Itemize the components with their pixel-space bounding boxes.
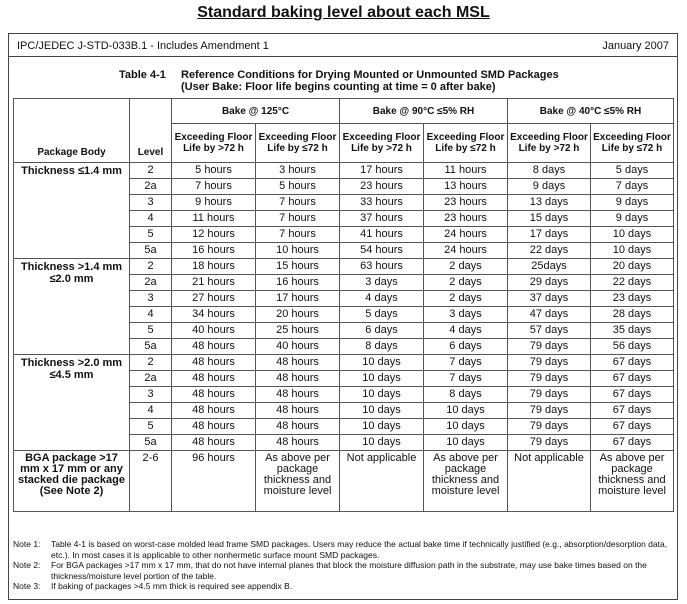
level-cell: 3 xyxy=(130,195,172,211)
header-package-body: Package Body xyxy=(14,99,130,163)
bake-time-cell: 10 days xyxy=(424,403,508,419)
bake-time-cell: 20 hours xyxy=(256,307,340,323)
bake-time-cell: 9 days xyxy=(508,179,591,195)
bake-time-cell: 79 days xyxy=(508,435,591,451)
bake-time-cell: 9 days xyxy=(591,211,674,227)
bake-time-cell: 8 days xyxy=(424,387,508,403)
bake-time-cell: 67 days xyxy=(591,387,674,403)
bake-time-cell: 48 hours xyxy=(256,355,340,371)
bake-time-cell: 48 hours xyxy=(172,371,256,387)
level-cell: 5 xyxy=(130,323,172,339)
bake-time-cell: 17 days xyxy=(508,227,591,243)
package-body-cell: BGA package >17 mm x 17 mm or any stacked die package (See Note 2) xyxy=(14,451,130,512)
document-frame xyxy=(8,33,678,600)
bake-time-cell: 5 days xyxy=(591,163,674,179)
note-3 xyxy=(13,581,673,592)
bake-time-cell: 27 hours xyxy=(172,291,256,307)
header-divider xyxy=(9,56,677,57)
bake-time-cell: 35 days xyxy=(591,323,674,339)
bake-time-cell: 29 days xyxy=(508,275,591,291)
bake-time-cell: 10 days xyxy=(340,403,424,419)
bake-time-cell: 48 hours xyxy=(256,435,340,451)
bake-time-cell: 48 hours xyxy=(256,371,340,387)
bake-time-cell: 7 hours xyxy=(172,179,256,195)
bake-time-cell: 9 days xyxy=(591,195,674,211)
bake-time-cell: 24 hours xyxy=(424,243,508,259)
bake-time-cell: 2 days xyxy=(424,275,508,291)
package-body-cell: Thickness >1.4 mm ≤2.0 mm xyxy=(14,259,130,355)
bake-time-cell: 17 hours xyxy=(340,163,424,179)
bake-time-cell: 25 hours xyxy=(256,323,340,339)
note-label: Note 1: xyxy=(13,539,41,549)
table-caption xyxy=(119,69,559,93)
bake-time-cell: 3 hours xyxy=(256,163,340,179)
bake-time-cell: 48 hours xyxy=(172,419,256,435)
bake-time-cell: 7 days xyxy=(424,371,508,387)
level-cell: 2a xyxy=(130,275,172,291)
bake-time-cell: 40 hours xyxy=(256,339,340,355)
bake-time-cell: 56 days xyxy=(591,339,674,355)
bake-time-cell: 34 hours xyxy=(172,307,256,323)
header-bake-125: Bake @ 125°C xyxy=(172,99,340,124)
bake-time-cell: 48 hours xyxy=(256,403,340,419)
bake-time-cell: 33 hours xyxy=(340,195,424,211)
bake-time-cell: 23 hours xyxy=(424,211,508,227)
bake-time-cell: 5 hours xyxy=(172,163,256,179)
bake-time-cell: 22 days xyxy=(508,243,591,259)
level-cell: 4 xyxy=(130,403,172,419)
bake-time-cell: 11 hours xyxy=(424,163,508,179)
bake-time-cell: 16 hours xyxy=(172,243,256,259)
table-title: Reference Conditions for Drying Mounted or Unmounted SMD Packages xyxy=(181,69,559,81)
bake-time-cell: 13 hours xyxy=(424,179,508,195)
bake-time-cell: 3 days xyxy=(424,307,508,323)
bake-time-cell: 12 hours xyxy=(172,227,256,243)
bake-time-cell: 57 days xyxy=(508,323,591,339)
bake-time-cell: 16 hours xyxy=(256,275,340,291)
bake-time-cell: 10 days xyxy=(340,355,424,371)
page-title: Standard baking level about each MSL xyxy=(197,4,490,21)
notes xyxy=(13,539,673,592)
bake-time-cell: 48 hours xyxy=(256,387,340,403)
bake-time-cell: 28 days xyxy=(591,307,674,323)
bake-time-cell: 13 days xyxy=(508,195,591,211)
bake-time-cell: 47 days xyxy=(508,307,591,323)
bake-time-cell: 23 hours xyxy=(424,195,508,211)
bake-time-cell: 48 hours xyxy=(172,435,256,451)
standard-reference: IPC/JEDEC J-STD-033B.1 - Includes Amendment 1 xyxy=(17,40,269,52)
level-cell: 4 xyxy=(130,307,172,323)
bake-time-cell: 10 days xyxy=(340,419,424,435)
bake-time-cell: 67 days xyxy=(591,419,674,435)
bake-time-cell: 10 days xyxy=(424,435,508,451)
bake-time-cell: 11 hours xyxy=(172,211,256,227)
bake-time-cell: 79 days xyxy=(508,371,591,387)
bake-time-cell: 10 days xyxy=(591,243,674,259)
note-1 xyxy=(13,539,673,560)
bake-time-cell: 25days xyxy=(508,259,591,275)
bake-time-cell: 10 hours xyxy=(256,243,340,259)
bake-time-cell: 8 days xyxy=(340,339,424,355)
package-body-cell: Thickness >2.0 mm ≤4.5 mm xyxy=(14,355,130,451)
bake-time-cell: 48 hours xyxy=(172,387,256,403)
header-bake-90: Bake @ 90°C ≤5% RH xyxy=(340,99,508,124)
bake-time-cell: 67 days xyxy=(591,435,674,451)
bake-time-cell: As above per package thickness and moisture level xyxy=(256,451,340,512)
bake-time-cell: 24 hours xyxy=(424,227,508,243)
level-cell: 5 xyxy=(130,419,172,435)
table-row xyxy=(14,355,674,371)
bake-time-cell: 7 days xyxy=(424,355,508,371)
bake-time-cell: 54 hours xyxy=(340,243,424,259)
header-exceeding-gt72: Exceeding Floor Life by >72 h xyxy=(340,124,424,163)
bake-time-cell: 7 days xyxy=(591,179,674,195)
level-cell: 3 xyxy=(130,387,172,403)
bake-time-cell: 23 days xyxy=(591,291,674,307)
bake-time-cell: 10 days xyxy=(340,387,424,403)
bake-time-cell: 2 days xyxy=(424,291,508,307)
bake-time-cell: 67 days xyxy=(591,355,674,371)
bake-time-cell: 10 days xyxy=(424,419,508,435)
level-cell: 2 xyxy=(130,163,172,179)
level-cell: 2 xyxy=(130,259,172,275)
level-cell: 2a xyxy=(130,371,172,387)
bake-time-cell: 4 days xyxy=(340,291,424,307)
bake-time-cell: 4 days xyxy=(424,323,508,339)
bake-time-cell: Not applicable xyxy=(340,451,424,512)
level-cell: 5a xyxy=(130,339,172,355)
bake-time-cell: 7 hours xyxy=(256,195,340,211)
bake-time-cell: 15 days xyxy=(508,211,591,227)
header-exceeding-gt72: Exceeding Floor Life by >72 h xyxy=(172,124,256,163)
bake-time-cell: 96 hours xyxy=(172,451,256,512)
header-level: Level xyxy=(130,99,172,163)
bake-time-cell: 17 hours xyxy=(256,291,340,307)
bake-time-cell: 67 days xyxy=(591,403,674,419)
header-bake-40: Bake @ 40°C ≤5% RH xyxy=(508,99,674,124)
bake-time-cell: 40 hours xyxy=(172,323,256,339)
bake-time-cell: 37 days xyxy=(508,291,591,307)
level-cell: 2a xyxy=(130,179,172,195)
bake-time-cell: 5 hours xyxy=(256,179,340,195)
bake-time-cell: 15 hours xyxy=(256,259,340,275)
bake-time-cell: 20 days xyxy=(591,259,674,275)
bake-time-cell: 79 days xyxy=(508,387,591,403)
note-text: If baking of packages >4.5 mm thick is required see appendix B. xyxy=(51,581,293,591)
table-body xyxy=(14,163,674,512)
baking-table xyxy=(13,98,674,512)
note-text: For BGA packages >17 mm x 17 mm, that do not have internal planes that block the moisture diffusion path in the substrate, may use bake times based on the thickness/moisture level portion of the table. xyxy=(51,560,647,581)
table-row xyxy=(14,163,674,179)
note-2 xyxy=(13,560,673,581)
note-label: Note 2: xyxy=(13,560,41,570)
bake-time-cell: 10 days xyxy=(340,435,424,451)
bake-time-cell: 7 hours xyxy=(256,211,340,227)
header-exceeding-le72: Exceeding Floor Life by ≤72 h xyxy=(591,124,674,163)
bake-time-cell: 7 hours xyxy=(256,227,340,243)
bake-time-cell: 2 days xyxy=(424,259,508,275)
bake-time-cell: 48 hours xyxy=(172,339,256,355)
bake-time-cell: 79 days xyxy=(508,403,591,419)
bake-time-cell: 67 days xyxy=(591,371,674,387)
level-cell: 2-6 xyxy=(130,451,172,512)
document-date: January 2007 xyxy=(602,40,669,52)
table-number: Table 4-1 xyxy=(119,69,166,81)
bake-time-cell: 48 hours xyxy=(256,419,340,435)
bake-time-cell: 22 days xyxy=(591,275,674,291)
bake-time-cell: 6 days xyxy=(340,323,424,339)
bake-time-cell: 21 hours xyxy=(172,275,256,291)
header-exceeding-le72: Exceeding Floor Life by ≤72 h xyxy=(256,124,340,163)
bake-time-cell: As above per package thickness and moisture level xyxy=(424,451,508,512)
package-body-cell: Thickness ≤1.4 mm xyxy=(14,163,130,259)
level-cell: 5a xyxy=(130,243,172,259)
bake-time-cell: 41 hours xyxy=(340,227,424,243)
bake-time-cell: 3 days xyxy=(340,275,424,291)
header-exceeding-gt72: Exceeding Floor Life by >72 h xyxy=(508,124,591,163)
level-cell: 2 xyxy=(130,355,172,371)
level-cell: 5 xyxy=(130,227,172,243)
level-cell: 3 xyxy=(130,291,172,307)
bake-time-cell: 10 days xyxy=(340,371,424,387)
bake-time-cell: 6 days xyxy=(424,339,508,355)
table-subtitle: (User Bake: Floor life begins counting at time = 0 after bake) xyxy=(181,81,496,93)
header-exceeding-le72: Exceeding Floor Life by ≤72 h xyxy=(424,124,508,163)
bake-time-cell: 63 hours xyxy=(340,259,424,275)
bake-time-cell: 79 days xyxy=(508,419,591,435)
bake-time-cell: 79 days xyxy=(508,355,591,371)
bake-time-cell: 79 days xyxy=(508,339,591,355)
bake-time-cell: As above per package thickness and moisture level xyxy=(591,451,674,512)
bake-time-cell: 37 hours xyxy=(340,211,424,227)
bake-time-cell: 48 hours xyxy=(172,355,256,371)
level-cell: 4 xyxy=(130,211,172,227)
note-text: Table 4-1 is based on worst-case molded lead frame SMD packages. Users may reduce the actual bake time if technically justified (e.g., absorption/desorption data, etc.). In most cases it is applicable to other nonhermetic surface mount SMD packages. xyxy=(51,539,668,560)
bake-time-cell: 23 hours xyxy=(340,179,424,195)
bake-time-cell: 18 hours xyxy=(172,259,256,275)
table-row-bga xyxy=(14,451,674,512)
bake-time-cell: 8 days xyxy=(508,163,591,179)
table-row xyxy=(14,259,674,275)
bake-time-cell: 5 days xyxy=(340,307,424,323)
bake-time-cell: 10 days xyxy=(591,227,674,243)
bake-time-cell: 48 hours xyxy=(172,403,256,419)
bake-time-cell: Not applicable xyxy=(508,451,591,512)
note-label: Note 3: xyxy=(13,581,41,591)
bake-time-cell: 9 hours xyxy=(172,195,256,211)
level-cell: 5a xyxy=(130,435,172,451)
